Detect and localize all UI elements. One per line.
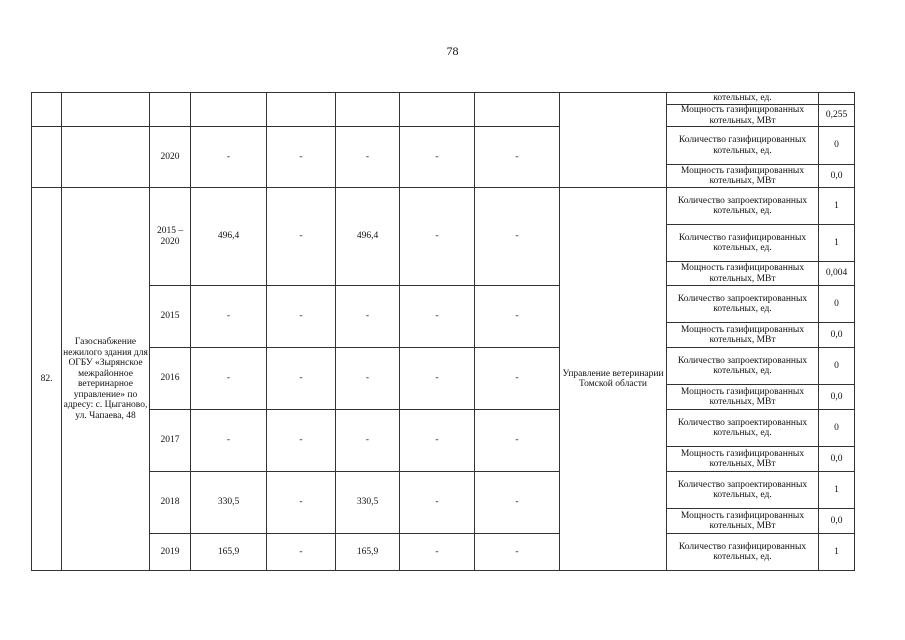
indicator-label: Количество запроектированных котельных, ед.	[667, 472, 819, 509]
indicator-value: 0,0	[819, 509, 855, 534]
other-sources-cell: -	[475, 410, 560, 472]
indicator-label: Количество запроектированных котельных, ед.	[667, 410, 819, 447]
indicator-value: 0,0	[819, 323, 855, 348]
table-row	[32, 348, 855, 385]
federal-budget-cell	[267, 93, 336, 127]
indicator-label: Количество запроектированных котельных, ед.	[667, 188, 819, 225]
indicator-value: 0,0	[819, 447, 855, 472]
year-cell: 2018	[150, 472, 191, 534]
indicator-value: 0,004	[819, 262, 855, 286]
other-sources-cell: -	[475, 534, 560, 571]
other-sources-cell: -	[475, 472, 560, 534]
other-sources-cell	[475, 93, 560, 127]
table-row	[32, 410, 855, 447]
object-cell	[62, 127, 150, 188]
federal-budget-cell: -	[267, 472, 336, 534]
indicator-label: котельных, ед.	[667, 93, 819, 105]
row-number-cell: 82.	[32, 188, 62, 571]
regional-budget-cell: -	[336, 286, 400, 348]
federal-budget-cell: -	[267, 410, 336, 472]
indicator-label: Мощность газифицированных котельных, МВт	[667, 447, 819, 472]
federal-budget-cell: -	[267, 127, 336, 188]
indicator-label: Количество запроектированных котельных, ед.	[667, 286, 819, 323]
total-cell: -	[191, 286, 267, 348]
regional-budget-cell: -	[336, 410, 400, 472]
indicator-label: Количество запроектированных котельных, ед.	[667, 348, 819, 385]
indicator-label: Мощность газифицированных котельных, МВт	[667, 385, 819, 410]
page-number: 78	[446, 44, 459, 58]
regional-budget-cell: 496,4	[336, 188, 400, 286]
local-budget-cell: -	[400, 472, 475, 534]
row-number-cell	[32, 127, 62, 188]
indicator-value: 0,255	[819, 105, 855, 127]
table-row	[32, 286, 855, 323]
indicator-value: 1	[819, 188, 855, 225]
indicator-label: Мощность газифицированных котельных, МВт	[667, 323, 819, 348]
indicator-value: 1	[819, 225, 855, 262]
other-sources-cell: -	[475, 348, 560, 410]
regional-budget-cell	[336, 93, 400, 127]
regional-budget-cell: 330,5	[336, 472, 400, 534]
total-cell: -	[191, 127, 267, 188]
federal-budget-cell: -	[267, 534, 336, 571]
object-cell: Газоснабжение нежилого здания для ОГБУ «Зырянское межрайонное ветеринарное управление» по адресу: с. Цыганово, ул. Чапаева, 48	[62, 188, 150, 571]
year-cell: 2015 – 2020	[150, 188, 191, 286]
year-cell: 2019	[150, 534, 191, 571]
local-budget-cell: -	[400, 188, 475, 286]
other-sources-cell: -	[475, 188, 560, 286]
indicator-label: Количество газифицированных котельных, ед.	[667, 534, 819, 571]
year-cell: 2015	[150, 286, 191, 348]
year-cell: 2020	[150, 127, 191, 188]
total-cell: 165,9	[191, 534, 267, 571]
indicator-label: Мощность газифицированных котельных, МВт	[667, 509, 819, 534]
local-budget-cell: -	[400, 410, 475, 472]
year-cell: 2016	[150, 348, 191, 410]
program-table	[31, 92, 855, 571]
federal-budget-cell: -	[267, 286, 336, 348]
regional-budget-cell: -	[336, 348, 400, 410]
total-cell	[191, 93, 267, 127]
table-row	[32, 188, 855, 225]
responsible-cell	[560, 93, 667, 188]
total-cell: -	[191, 348, 267, 410]
indicator-value: 0	[819, 348, 855, 385]
responsible-cell: Управление ветеринарии Томской области	[560, 188, 667, 571]
indicator-value: 0	[819, 410, 855, 447]
other-sources-cell: -	[475, 127, 560, 188]
indicator-label: Мощность газифицированных котельных, МВт	[667, 165, 819, 188]
indicator-value	[819, 93, 855, 105]
local-budget-cell: -	[400, 348, 475, 410]
indicator-value: 1	[819, 534, 855, 571]
local-budget-cell: -	[400, 534, 475, 571]
indicator-value: 0,0	[819, 165, 855, 188]
indicator-value: 1	[819, 472, 855, 509]
year-cell	[150, 93, 191, 127]
indicator-label: Количество газифицированных котельных, ед.	[667, 225, 819, 262]
indicator-value: 0,0	[819, 385, 855, 410]
table-row	[32, 534, 855, 571]
row-number-cell	[32, 93, 62, 127]
indicator-value: 0	[819, 127, 855, 165]
indicator-value: 0	[819, 286, 855, 323]
local-budget-cell: -	[400, 127, 475, 188]
regional-budget-cell: -	[336, 127, 400, 188]
table-row	[32, 127, 855, 165]
indicator-label: Мощность газифицированных котельных, МВт	[667, 105, 819, 127]
total-cell: 330,5	[191, 472, 267, 534]
table-row	[32, 93, 855, 105]
table-row	[32, 472, 855, 509]
federal-budget-cell: -	[267, 188, 336, 286]
federal-budget-cell: -	[267, 348, 336, 410]
indicator-label: Мощность газифицированных котельных, МВт	[667, 262, 819, 286]
total-cell: 496,4	[191, 188, 267, 286]
other-sources-cell: -	[475, 286, 560, 348]
regional-budget-cell: 165,9	[336, 534, 400, 571]
object-cell	[62, 93, 150, 127]
year-cell: 2017	[150, 410, 191, 472]
local-budget-cell: -	[400, 286, 475, 348]
indicator-label: Количество газифицированных котельных, ед.	[667, 127, 819, 165]
local-budget-cell	[400, 93, 475, 127]
total-cell: -	[191, 410, 267, 472]
